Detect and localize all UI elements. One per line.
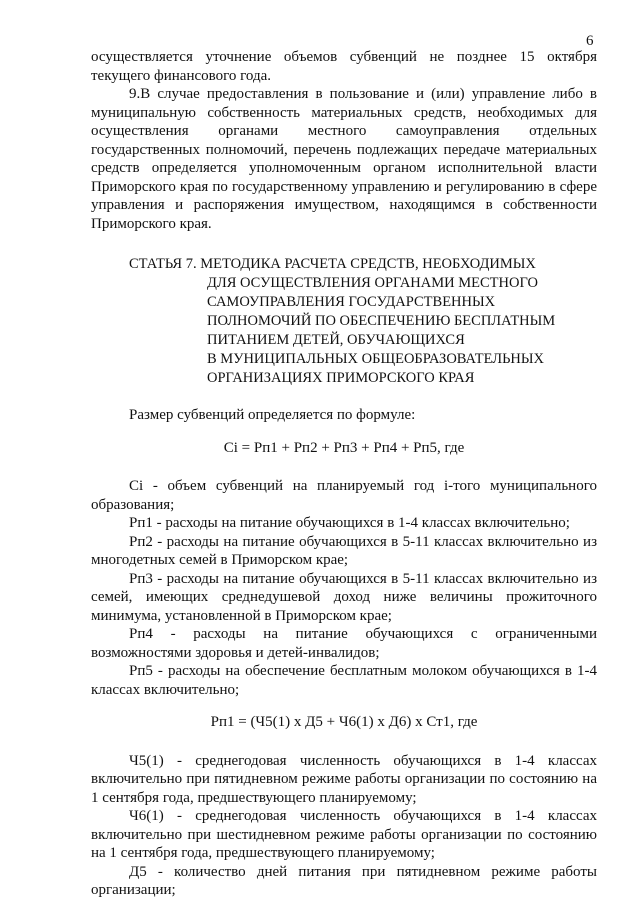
document-body [91,48,597,900]
article-title-line: ПОЛНОМОЧИЙ ПО ОБЕСПЕЧЕНИЮ БЕСПЛАТНЫМ [207,313,556,329]
article-title-line-1: МЕТОДИКА РАСЧЕТА СРЕДСТВ, НЕОБХОДИМЫХ [200,256,536,272]
definition-ch6: Ч6(1) - среднегодовая численность обучающихся в 1-4 классах включительно при шестидневном режиме работы организации по состоянию на 1 сентября года, предшествующего планируемому; [91,808,597,861]
article-title-line: ОРГАНИЗАЦИЯХ ПРИМОРСКОГО КРАЯ [207,370,475,386]
paragraph-continuation: осуществляется уточнение объемов субвенций не позднее 15 октября текущего финансового года. [91,49,597,84]
article-number: СТАТЬЯ 7. [129,256,197,272]
definition-ch5: Ч5(1) - среднегодовая численность обучающихся в 1-4 классах включительно при пятидневном режиме работы организации по состоянию на 1 сентября года, предшествующего планируемому; [91,752,597,806]
page-number: 6 [586,33,594,49]
paragraph-item-9: 9.В случае предоставления в пользование и (или) управление либо в муниципальную собственность материальных средств, необходимых для осуществления органами местного самоуправления отдельных государственных полномочий, перечень подлежащих передаче материальных средств определяется уполномоченным органом исполнительной власти Приморского края по государственному управлению и регулированию в сфере управления и распоряжения имуществом, находящимся в собственности Приморского края. [91,86,597,232]
definition-d5: Д5 - количество дней питания при пятидневном режиме работы организации; [91,863,597,898]
definition-rp3: Рп3 - расходы на питание обучающихся в 5-11 классах включительно из семей, имеющих среднедушевой доход ниже величины прожиточного минимума, установленной в Приморском крае; [91,570,597,624]
article-heading-first-line [129,255,617,274]
definition-ci: Ci - объем субвенций на планируемый год i-того муниципального образования; [91,478,597,513]
formula-subvention-total: Ci = Рп1 + Рп2 + Рп3 + Рп4 + Рп5, где [223,439,465,456]
definition-rp5: Рп5 - расходы на обеспечение бесплатным молоком обучающихся в 1-4 классах включительно; [91,663,597,698]
article-title-line: В МУНИЦИПАЛЬНЫХ ОБЩЕОБРАЗОВАТЕЛЬНЫХ [207,351,545,367]
formula-intro: Размер субвенций определяется по формуле: [129,407,416,423]
definition-rp2: Рп2 - расходы на питание обучающихся в 5-11 классах включительно из многодетных семей в Приморском крае; [91,533,597,568]
article-title-line: САМОУПРАВЛЕНИЯ ГОСУДАРСТВЕННЫХ [207,294,496,310]
article-title-rest [129,274,617,388]
definition-rp4: Рп4 - расходы на питание обучающихся с ограниченными возможностями здоровья и детей-инвалидов; [91,626,597,661]
article-title-line: ДЛЯ ОСУЩЕСТВЛЕНИЯ ОРГАНАМИ МЕСТНОГО [207,275,538,291]
article-title-line: ПИТАНИЕМ ДЕТЕЙ, ОБУЧАЮЩИХСЯ [207,332,465,348]
article-heading [129,255,617,388]
formula-rp1: Рп1 = (Ч5(1) х Д5 + Ч6(1) х Д6) х Ст1, где [210,714,478,730]
definition-rp1: Рп1 - расходы на питание обучающихся в 1-4 классах включительно; [129,515,570,531]
